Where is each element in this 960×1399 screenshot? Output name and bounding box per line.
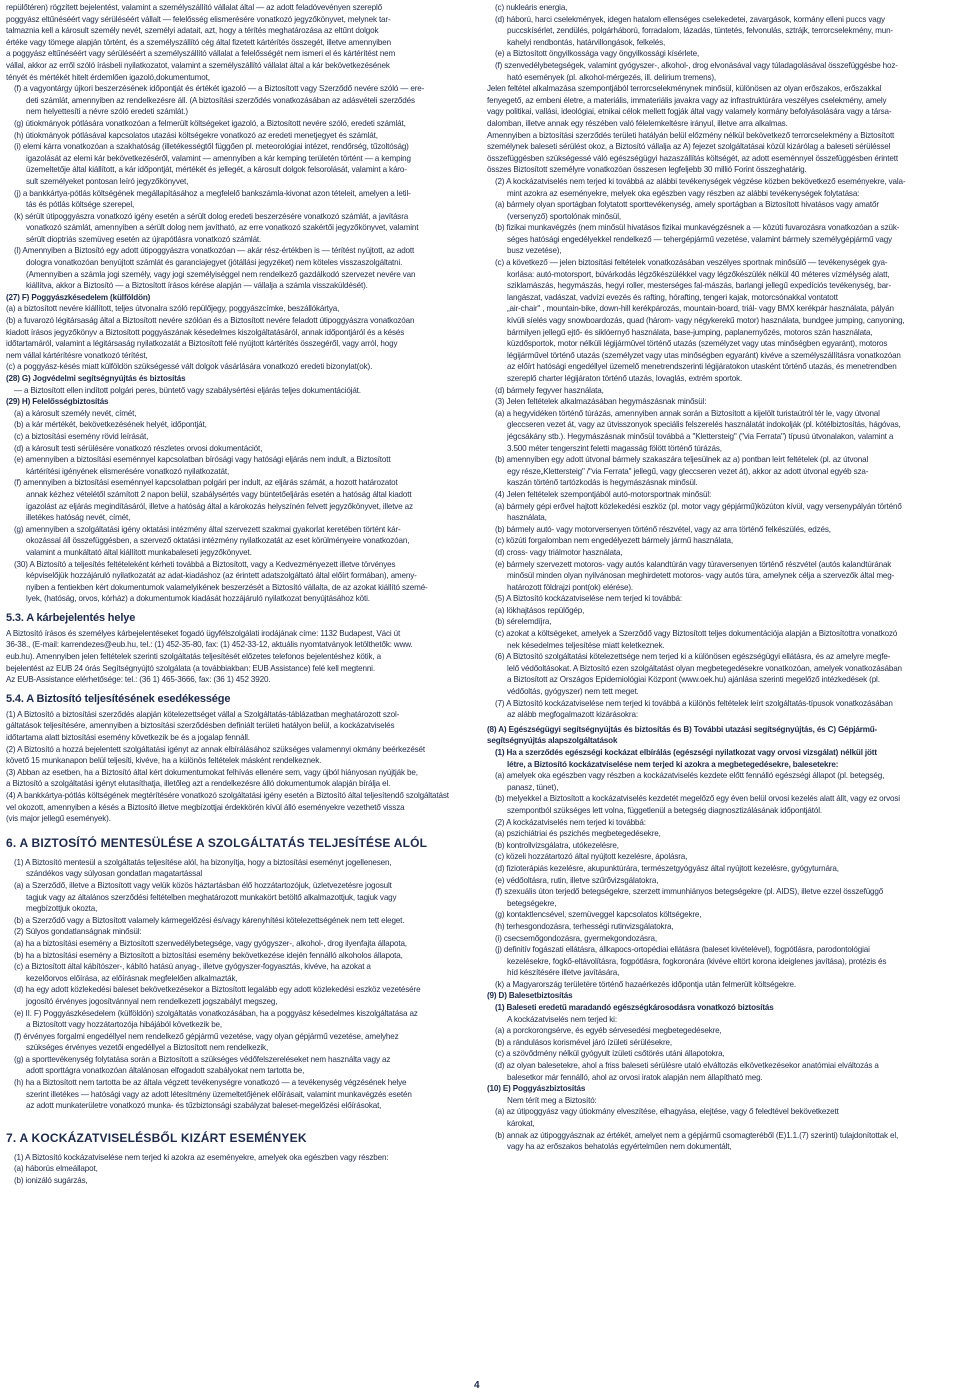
list-line: (a) az útipoggyász vagy útiokmány elveszítése, elhagyása, elejtése, vagy ő feledtével bekövetkezett <box>495 1107 839 1117</box>
list-line: balesetkor már fennálló, ahol az orvosi iratok alapján nem állapítható meg. <box>507 1072 763 1082</box>
list-line: (e) II. F) Poggyászkésedelem (külföldön) szolgáltatás vonatkozásában, ha a poggyász késedelmes kiszolgáltatása az <box>14 1008 418 1018</box>
section-9-title: (9) D) Balesetbiztosítás <box>487 991 573 1001</box>
list-line: szerint illetékes — hatósági vagy az adott létesítmény üzemeltetőjének előírásait, valamint munkavégzés esetén <box>26 1089 412 1099</box>
text-line: A Biztosító írásos és személyes kárbejelentéseket fogadó ügyfélszolgálati irodájának címe: 1132 Budapest, Váci út <box>6 628 401 638</box>
list-line: sérült dioptriás szemüveg esetén az újrapótlásra vonatkozó számlát. <box>26 234 262 244</box>
list-line: 3.500 méter tengerszint feletti magasság fölött történő túrázás, <box>507 443 722 453</box>
list-line: (d) a károsult testi sérülésére vonatkozó részletes orvosi dokumentációt, <box>14 443 263 453</box>
section-8-title-cont: segítségnyújtás alapszolgáltatások <box>487 736 618 746</box>
list-line: küzdősportok, motor nélküli légijármûvel történő utazás (személyzet vagy utas minőségben egyaránt), motoros <box>507 339 888 349</box>
list-line: kiadott írásos jegyzőkönyv a Biztosított poggyászának késedelmes kiszolgáltatásáról, annak időpontjáról és a késés <box>6 327 405 337</box>
list-line: károkat, <box>507 1119 535 1128</box>
list-line: (d) bármely fegyver használata, <box>495 385 604 395</box>
list-line: (c) a Biztosított által kábítószer-, kábító hatású anyag-, illetve gyógyszer-fogyasztás, kivéve, ha azokat a <box>14 962 371 972</box>
left-column <box>6 2 470 1187</box>
text-line: képviselőjük hozzájáruló nyilatkozatát az adat-kiadáshoz (az érintett adatszolgáltató által előírt formában), ameny- <box>26 571 417 581</box>
list-line: a Biztosított az Országos Epidemiológiai Központ (www.oek.hu) ajánlása szerinti megelőző intézkedések (pl. <box>507 675 880 685</box>
list-line: (h) ha a Biztosított nem tartotta be az általa végzett tevékenységre vonatkozó — a tevékenység végzésének helye <box>14 1078 407 1088</box>
list-line: dologra vonatkozóan benyújtott számlát és garanciajegyet (jótállási jegyzéket) nem köteles visszaszolgáltatni. <box>26 258 403 268</box>
list-line: (c) közúti forgalomban nem engedélyezett bármely jármű használata, <box>495 536 733 546</box>
section-5-4-heading: 5.4. A Biztosító teljesítésének esedékessége <box>6 692 231 705</box>
list-line: (d) cross- vagy triálmotor használata, <box>495 547 623 557</box>
list-line: tás és pótlás költsége szerepel, <box>26 200 135 210</box>
section-30-paragraph <box>6 559 470 605</box>
list-line: jogosító érvényes jogosítvánnyal nem rendelkezett jogszabályt megszeg, <box>26 996 278 1006</box>
list-line: (f) a vagyontárgy újkori beszerzésének időpontját és értékét igazoló — a Biztosított vagy Szerződő nevére szóló — ere- <box>14 84 425 94</box>
text-line: nyiben a fentiekben kért dokumentumok valamelyikének beszerzését a Biztosító vállalta, de az azokat kiállító szemé- <box>26 582 428 592</box>
section-29-title: (29) H) Felelősségbiztosítás <box>6 397 109 407</box>
motorsport-section <box>487 489 955 593</box>
text-line: (vis major jellegű események). <box>6 814 111 824</box>
list-line: az alább megfogalmazott kizárásokra: <box>507 710 638 720</box>
text-line: Jelen feltétel alkalmazása szempontjából terrorcselekménynek minősül, különösen az olyan erőszakos, erőszakkal <box>487 84 882 94</box>
list-line: (j) definitív fogászati ellátásra, állkapocs-ortopédiai ellátásra (baleset kivételével), fogpótlásra, parodontológiai <box>495 945 870 955</box>
list-line: mint azokra az eseményekre, melyek oka egészben vagy részben az alábbi tevékenységek folytatása: <box>507 188 860 198</box>
text-line: poggyász eltűnéséért vagy sérüléséért vállalt — felelősség elismerésére vonatkozó jegyzőkönyvet, melynek tar- <box>6 14 391 24</box>
text-line: 36-38., (E-mail: karrendezes@eub.hu, tel.: (1) 452-35-80, fax: (1) 452-33-12, aktuális nyomtatványok letölthetők: www. <box>6 640 413 650</box>
list-line: (k) sérült útipoggyászra vonatkozó igény esetén a sérült dolog eredeti beszerzésére vonatkozó számlát, a javításra <box>14 211 409 221</box>
list-line: kártérítési igényének elismerésére vonatkozó nyilatkozatát, <box>26 466 230 476</box>
list-line: vonatkozó számlát, amennyiben a sérült dolog nem javítható, az erre vonatkozó szakértői jegyzőkönyvet, valamint <box>26 223 419 233</box>
list-line: (c) nukleáris energia, <box>495 3 568 12</box>
section-7-body <box>6 1152 470 1187</box>
list-line: (a) pszichiátriai és pszichés megbetegedésekre, <box>495 829 661 839</box>
list-line: az adott munkaterületre vonatkozó munka- és tűzbiztonsági szabályzat baleset-megelőzési előírásokat, <box>26 1101 382 1111</box>
list-line: sziklamászás, hegymászás, hegyi roller, mesterséges fal-mászás, barlangi jellegű expedíciós tevékenység, bar- <box>507 281 892 291</box>
text-line: (4) A bankkártya-pótlás költségének megtérítésére vonatkozó szolgáltatási igény esetén a Biztosító által teljesítendő szolgáltatást <box>6 791 449 800</box>
list-line: használata, <box>507 513 547 523</box>
list-line: (g) amennyiben a szolgáltatási igény oktatási intézmény által szervezett szakmai gyakorlat keretében történt kár- <box>14 524 401 534</box>
list-line: igazolását az elemi kár bekövetkezéséről, valamint — amennyiben a kár kemping területén történt — a kemping <box>26 153 411 163</box>
text-line: vel okozott, amennyiben a késés a Biztosító illetve megbízottjai érdekkörén kívül álló eseményekre vezethető vissza <box>6 802 405 812</box>
list-line: (f) amennyiben a biztosítási eseménnyel kapcsolatban polgári per indult, az eljárás számát, a hozott határozatot <box>14 478 398 488</box>
list-line: kívüli síelés vagy snowboardozás, quad (három- vagy négykerekű motor) használata, bundgee jumping, canyoning, <box>507 316 905 326</box>
list-line: busz vezetése), <box>507 246 562 256</box>
list-line: (a) háborús elmeállapot, <box>14 1164 98 1174</box>
list-line: (1) A Biztosító mentesül a szolgáltatás teljesítése alól, ha bizonyítja, hogy a biztosítási eseményt jogellenesen, <box>14 857 392 867</box>
text-line: talmaznia kell a károsult személy nevét, személyi adatait, azt, hogy a térítés meghatározása az eltűnt dolgok <box>6 26 379 36</box>
list-line: (f) szenvedélybetegségek, valamint gyógyszer-, alkohol-, drog elvonásával vagy túladagolásával összefüggésbe hoz- <box>495 60 898 70</box>
text-line: bejelentést az EUB 24 órás Segítségnyújtó szolgálata (a továbbiakban: EUB Assistance) felé kell megtenni. <box>6 663 375 673</box>
list-line: védőoltás, gyógyszer) nem tett meget. <box>507 687 639 697</box>
section-8-title: (8) A) Egészségügyi segítségnyújtás és biztosítás és B) További utazási segítségnyújtás, és C) Gépjármű- <box>487 724 878 734</box>
list-line: (i) csecsemőgondozásra, gyermekgondozásra, <box>495 933 657 943</box>
list-line: (c) közeli hozzátartozó által nyújtott kezelésre, ápolásra, <box>495 852 688 862</box>
list-line: (b) fizikai munkavégzés (nem minősül hivatásos fizikai munkavégzésnek a — közúti fuvarozásra vonatkozóan a szük- <box>495 223 900 233</box>
list-line: (7) A Biztosító kockázatviselése nem terjed ki továbbá a különös feltételek leírt szolgáltatás-típusok vonatkozásában <box>495 698 893 708</box>
list-line: (k) a Magyarország területére történő hazaérkezés időpontja után felmerült költségekre. <box>495 979 796 989</box>
list-line: (b) a kár mértékét, bekövetkezésének helyét, időpontját, <box>14 420 207 430</box>
section-7-heading: 7. A KOCKÁZATVISELÉSBŐL KIZÁRT ESEMÉNYEK <box>6 1130 307 1145</box>
text-line: eub.hu). Amennyiben jelen feltételek szerinti szolgáltatás teljesítését előzetes telefonos bejelentéshez kötik, a <box>6 652 381 662</box>
text-line: (30) A Biztosító a teljesítés feltételeként kérheti továbbá a Biztosított, vagy a Kedvezményezett illetve törvényes <box>14 559 396 569</box>
list-line: — a Biztosított ellen indított polgári peres, büntető vagy szabálysértési eljárás teljes dokumentációját. <box>14 385 361 395</box>
list-line: (f) szexuális úton terjedő betegségekre, szerzett immunhiányos betegségekre (pl. AIDS), illetve ezzel összefüggő <box>495 887 884 897</box>
list-line: nem helyettesíti a névre szóló eredeti számlát.) <box>26 107 188 117</box>
list-line: az előírt hatósági engedéllyel üzemelő menetrendszerinti légijáratokon utasként történő utazás, és menetrendben <box>507 362 897 372</box>
list-line: (h) terhesgondozásra, terhességi rutinvizsgálatokra, <box>495 921 674 931</box>
list-line: (2) A kockázatviselés nem terjed ki továbbá: <box>495 817 646 827</box>
list-line: időtartamáról, valamint a légitársaság nyilatkozatát a Biztosított felé nyújtott kártérítés összegéről, vagy arról, hogy <box>6 339 398 349</box>
list-line: (b) amennyiben egy adott útvonal bármely szakaszára teljesülnek az a) pontban leírt feltételek (pl. az útvonal <box>495 455 869 465</box>
list-line: A kockázatviselés nem terjed ki: <box>507 1014 617 1024</box>
list-line: okozással áll összefüggésben, a szervező oktatási intézmény nyilatkozatát az eset körülményeire vonatkozóan, <box>26 536 410 546</box>
list-line: megbízottjuk okozta, <box>26 904 98 914</box>
list-line: (b) annak az útipoggyásznak az értékét, amelyet nem a gépjármű csomagteréből (E)1.1.(7) szerinti) tulajdonítottak el, <box>495 1130 899 1140</box>
list-line: annak kézhez vételétől számított 2 napon belül, szabálysértés vagy büntetőeljárás esetén a hatóság által kiadott <box>26 489 412 499</box>
section-10-title: (10) E) Poggyászbiztosítás <box>487 1084 586 1094</box>
list-line: (c) a szövődmény nélkül gyógyult ízületi csőtörés utáni állapotokra, <box>495 1049 725 1059</box>
list-line: (b) a fuvarozó légitársaság által a Biztosított nevére szólóan és a Biztosított nevére feladott útipoggyászra vonatkozóan <box>6 316 415 326</box>
list-line: illetékes hatóság nevét, címét, <box>26 513 131 523</box>
list-line: (f) érvényes forgalmi engedéllyel nem rendelkező gépjármű vezetése, vagy olyan gépjármű vezetése, amelyhez <box>14 1031 399 1041</box>
text-line: (1) A Biztosító a biztosítási szerződés alapján kötelezettséget vállal a Szolgáltatás-táblázatban meghatározott szol- <box>6 709 400 719</box>
text-line: összes Biztosított személyre vonatkozóan összesen legfeljebb 30 millió Forint összeghatárig. <box>487 165 807 175</box>
list-line: „air-chair" , mountain-bike, down-hill kerékpározás, mountain-board, triál- vagy BMX kerékpár használata, pályán <box>507 304 894 314</box>
list-line: (d) ha egy adott közlekedési baleset bekövetkezésekor a Biztosított legalább egy adott közlekedési eszköz vezetésére <box>14 985 421 995</box>
list-line: (c) a biztosítási esemény rövid leírását, <box>14 431 149 441</box>
list-line: (e) amennyiben a biztosítási eseménnyel kapcsolatban bírósági vagy hatósági eljárás nem indult, a Biztosított <box>14 455 391 465</box>
list-line: (b) ha a biztosítási esemény a Biztosított a biztosítási esemény bekövetkezése idején fennálló alkoholos állapota, <box>14 950 403 960</box>
list-line: szempontból szükséges lett volna, függetlenül a betegség diagnosztizálásának időpontjától. <box>507 805 822 815</box>
list-line: (b) sérelemdíjra, <box>495 617 552 627</box>
section-27-list <box>6 303 470 373</box>
list-line: langászat, vadászat, vadvízi evezés és rafting, hórafting, tengeri kajak, motorcsónakkal vontatott <box>507 292 838 302</box>
text-line: a poggyász eltűnéséért vagy sérüléséért a személyszállító vállalat a felelősségét nem ismeri el és kártérítést nem <box>6 49 396 59</box>
list-line: (g) a sporttevékenység folytatása során a Biztosított a szükséges védőfelszereléseket nem használta vagy az <box>14 1054 391 1064</box>
section-10-body <box>487 1095 955 1153</box>
intro-paragraph <box>6 2 470 83</box>
list-line: (a) lökhajtásos repülőgép, <box>495 605 585 615</box>
list-line: séges hatósági engedélyekkel rendelkező — tehergépjármű vezetése, valamint bármely személygépjármű vagy <box>507 234 892 244</box>
list-line: kaszán történő tartózkodás is hegymászásnak minősül. <box>507 478 698 488</box>
text-line: dalomban, illetve annak egy részében való félelemkeltésre irányul, illetve arra alkalmas. <box>487 118 788 128</box>
list-line: (a) a hegyvidéken történő túrázás, amennyiben annak során a Biztosított a kijelölt turistaútról tér le, vagy útvonal <box>495 408 880 418</box>
section-29-list <box>6 408 470 559</box>
list-line: tagjuk vagy az általános szerződési feltételben meghatározott munkakört betöltő alkalmazottjuk, tagjuk vagy <box>26 892 397 902</box>
list-line: (l) Amennyiben a Biztosító egy adott útipoggyászra vonatkozóan — akár rész-értékben is — térítést nyújtott, az adott <box>14 246 415 256</box>
list-line: minősül minden olyan nyilvánosan meghirdetett motoros- vagy autós túra, amelynek célja a szervezők által meg- <box>507 571 895 581</box>
further-exclusions-section <box>487 593 955 721</box>
text-line: Amennyiben a biztosítási szerződés területi hatályán belül előzmény nélkül bekövetkező terrorcselekmény a Biztosított <box>487 130 895 140</box>
list-line: üzemeltetője által kiállított, a kár időpontját, mértékét és jellegét, a károsult dolgok felsorolását, valamint a káro- <box>26 165 407 175</box>
list-line: (g) útiokmányok pótlására vonatkozóan a felmerült költségeket igazoló, a Biztosított nevére szóló, eredeti számlát, <box>14 118 406 128</box>
text-line: lyek, (hatóság, orvos, kórház) a dokumentumok kiadását hozzájáruló nyilatkozat benyújtásához köti. <box>26 594 370 604</box>
list-line: (1) A Biztosító kockázatviselése nem terjed ki azokra az eseményekre, amelyek oka egészben vagy részben: <box>14 1152 389 1162</box>
list-line: (a) bármely gépi erővel hajtott közlekedési eszköz (pl. motor vagy gépjármű)közúton kívül, vagy versenypályán történő <box>495 501 902 511</box>
list-line: létre, a Biztosító kockázatviselése nem terjed ki azokra a megbetegedésekre, balesetekre: <box>507 759 839 769</box>
list-line: jégcsákány stb.). Hegymászásnak minősül továbbá a "Klettersteig" ("via Ferrata") típusú útvonalakon, valamint a <box>507 431 894 441</box>
list-line: (b) bármely autó- vagy motorversenyen történő részvétel, vagy az arra történő felkészülés, edzés, <box>495 524 831 534</box>
list-line: kezelésekre, fogkő-eltávolításra, fogpótlásra, fogkoronára (kivéve eltört korona ideiglenes javítása), protézis és <box>507 956 887 966</box>
list-line: (j) a bankkártya-pótlás költségének megállapításához a megfelelő bankszámla-kivonat azon tételeit, amelyen a letil- <box>14 188 411 198</box>
text-line: időtartama alatt biztosítási esemény következik be és a jogalap fennáll. <box>6 733 250 743</box>
list-line: (versenyző) sportolónak minősül, <box>507 211 621 221</box>
text-line: személynek baleseti sérülést okoz, a Biztosító vállalja az A) fejezet szolgáltatásai közül kizárólag a baleseti sérüléssel <box>487 142 891 152</box>
list-line: (2) A kockázatviselés nem terjed ki továbbá az alábbi tevékenységek végzése közben bekövetkező eseményekre, vala- <box>495 176 906 186</box>
list-line: (d) háború, harci cselekmények, idegen hatalom ellenséges cselekedetei, zavargások, kormány elleni puccs vagy <box>495 14 885 24</box>
list-line: (i) elemi kárra vonatkozóan a szakhatóság (illetékességtől függően pl. meteorológiai intézet, rendőrség, tűzoltóság) <box>14 142 409 152</box>
list-line: egy része„Klettersteig" /"via Ferrata" jellegű, vagy gleccseren vezet át), akkor az adott útvonal egyéb sza- <box>507 466 869 476</box>
list-line: (4) Jelen feltételek szempontjából autó-motorsportnak minősül: <box>495 489 712 499</box>
text-line: a Biztosító a szolgáltatási igényt elutasíthatja, illetőleg azt a rendelkezésre álló dokumentumok alapján bírálja el. <box>6 779 391 789</box>
exclusion-activities-section <box>487 176 955 396</box>
list-line: kezelőorvos előírása, az előírásnak megfelelően alkalmazták, <box>26 973 238 983</box>
list-line: a Biztosított vagy hozzátartozója hibájából következik be, <box>26 1020 223 1030</box>
list-line: (b) melyekkel a Biztosított a kockázatviselés kezdetét megelőző egy éven belül orvosi kezelés alatt állt, vagy ez orvosi <box>495 794 900 804</box>
list-line: lelő védőoltásokat. A Biztosító ezen szolgáltatást olyan megbetegedésekre vonatkozóan, amelyek vonatkozásában <box>507 663 902 673</box>
list-line: deti számlát, amennyiben az rendelkezésre áll. (A biztosítási szerződés vonatkozásában az adásvételi szerződés <box>26 95 415 105</box>
list-line: igazolást az eljárás megindításáról, illetve a hatóság által a károkozás helyszínén felvett jegyzőkönyvet, illetve az <box>26 501 413 511</box>
list-line: (Amennyiben a számla jogi személy, vagy jogi személyiséggel nem rendelkező gazdálkodó szervezet nevére van <box>26 269 416 279</box>
section-28-list <box>6 385 470 397</box>
list-line: korlása: autó-motorsport, búvárkodás légzőkészülékkel vagy légzőkészülék nélkül 40 méteres vízmélység alatt, <box>507 269 890 279</box>
text-line: összefüggésben szükségessé váló egészségügyi hazaszállítás költségét, az adott eseménnyel összefüggésben érintett <box>487 153 898 163</box>
text-line: fenyegető, az embeni életre, a materiális, immateriális javakra vagy az infrastruktúrára veszélyes cselekmény, amely <box>487 95 887 105</box>
page-number: 4 <box>474 1380 480 1391</box>
section-5-3-body <box>6 628 470 686</box>
text-line: (3) Abban az esetben, ha a Biztosító által kért dokumentumokat felhívás ellenére sem, vagy újból hiányosan nyújtják be, <box>6 767 418 777</box>
list-line: panasz, tünet), <box>507 782 559 792</box>
list-line: gleccseren vezet át, vagy az útvisszonyok speciális felszerelés használatát indokolják (pl. kötélbiztosítás, hágóvas, <box>507 420 901 430</box>
text-line: tényét és mértékét hitelt érdemlően igazoló,dokumentumot, <box>6 72 210 82</box>
list-line: nek késedelmes teljesítése miatt keletkeznek. <box>507 640 665 650</box>
section-6-body <box>6 857 470 1112</box>
section-5-4-body <box>6 709 470 825</box>
list-line: (a) bármely olyan sportágban folytatott sporttevékenység, amely sportágban a Biztosított hivatásos vagy amatőr <box>495 200 879 210</box>
list-line: (c) a poggyász-késés miatt külföldön szükségessé vált dolgok vásárlására vonatkozó eredeti bizonylat(ok). <box>6 362 373 372</box>
list-line: (c) azokat a költségeket, amelyek a Szerződő vagy Biztosított teljes dokumentációja alapján a Biztosítottra vonatkozó <box>495 629 898 639</box>
list-line: (a) a károsult személy nevét, címét, <box>14 408 137 418</box>
section-5-3-heading: 5.3. A kárbejelentés helye <box>6 611 136 624</box>
list-line: (e) bármely szervezett motoros- vagy autós kalandtúrán vagy túraversenyen történő részvétel (autós kalandtúrának <box>495 559 892 569</box>
list-line: (1) Baleseti eredetű maradandó egészségkárosodásra vonatkozó biztosítás <box>495 1003 774 1013</box>
list-line: (6) A Biztosító szolgáltatási kötelezettsége nem terjed ki a különösen egészségügyi ellátásra, és az amelyre megfe- <box>495 652 891 662</box>
list-line: (5) A Biztosító kockázatviselése nem terjed ki továbbá: <box>495 594 682 604</box>
list-line: (c) a következő — jelen biztosítási feltételek vonatkozásában veszélyes sportnak minősülő — tevékenységek gya- <box>495 258 888 268</box>
list-line: betegségekre, <box>507 898 557 908</box>
list-line: (d) fizioterápiás kezelésre, akupunktúrára, természetgyógyász által nyújtott kezelésre, gyógyturnára, <box>495 863 839 873</box>
list-line: vagy ha az erőszakos behatolás egyértelműen nem dokumentált, <box>507 1142 732 1152</box>
list-line: sult személyeket pontosan leíró jegyzőkönyvet, <box>26 176 189 186</box>
list-line: Nem térít meg a Biztosító: <box>507 1095 597 1105</box>
list-line: bármilyen jellegű ejtő- és siklóernyő használata, base-jumping, paplanernyőzés, motoros szán használata, <box>507 327 873 337</box>
list-line: puccskísérlet, zendülés, polgárháború, forradalom, lázadás, tüntetés, felvonulás, sztrájk, terrorcselekmény, mun- <box>507 26 893 36</box>
exclusions-list-continued <box>487 2 955 83</box>
list-line: (a) ha a biztosítási esemény a Biztosított szenvedélybetegsége, vagy gyógyszer-, alkohol-, drog ilyenfajta állapota, <box>14 938 407 948</box>
list-line: (2) Súlyos gondatlanságnak minősül: <box>14 927 142 937</box>
list-line: (e) védőoltásra, rutin, illetve szűrővizsgálatokra, <box>495 875 659 885</box>
list-line: (1) Ha a szerződés egészségi kockázat elbírálás (egészségi nyilatkozat vagy orvosi vizsgálat) nélkül jött <box>495 748 877 757</box>
list-line: légijárművel történő utazás (személyzet vagy utas minőségben egyaránt) kivéve a személyszállításra vonatkozóan <box>507 350 901 360</box>
list-line: (a) amelyek oka egészben vagy részben a kockázatviselés kezdete előtt fennálló egészségi állapot (pl. betegség, <box>495 771 885 781</box>
list-line: (d) az olyan balesetekre, ahol a friss baleseti sérülésre utaló elváltozás elkövetkezésekor anatómiai elváltozás a <box>495 1061 879 1071</box>
list-line: határozott földrajzi pont(ok) elérése). <box>507 582 633 592</box>
text-line: vállal, akkor az erről szóló írásbeli nyilatkozatot, valamint a személyszállító vállalat által a kár bekövetkezésének <box>6 60 390 70</box>
list-line: (e) a Biztosított öngyilkossága vagy öngyilkossági kísérlete, <box>495 49 700 59</box>
list-line: (b) a Szerződő vagy a Biztosított valamely kármegelőzési és/vagy kárenyhítési kötelezettségének nem tett eleget. <box>14 915 405 925</box>
list-line: nem vállal kártérítésre vonatkozó térítést, <box>6 350 148 360</box>
text-line: értéke vagy tömege alapján történt, és a személyszállító cég által fizetett kártérítés összegét, illetve amennyiben <box>6 37 391 47</box>
right-column <box>487 2 955 1153</box>
text-line: követő 15 munkanapon belül teljesíti, kivéve, ha a különös feltételek másként rendelkeznek. <box>6 756 322 766</box>
list-line: (3) Jelen feltételek alkalmazásában hegymászásnak minősül: <box>495 397 707 407</box>
list-line: (b) ionizáló sugárzás, <box>14 1176 88 1186</box>
text-line: vagy politikai, vallási, ideológiai, etnikai célok mellett fogják által vagy valamely kormány befolyásolására vagy a társa- <box>487 107 892 117</box>
section-9-body <box>487 1002 955 1083</box>
section-28-title: (28) G) Jogvédelmi segítségnyújtás és biztosítás <box>6 374 186 383</box>
list-line: (a) a porckorongsérve, és egyéb sérvesedési megbetegedésekre, <box>495 1026 722 1036</box>
list-line: adott sporttágra vonatkozóan általánosan elfogadott szabályokat nem tartotta be, <box>26 1066 305 1076</box>
list-line: valamint a munkáltató által kiállított munkabaleseti jegyzőkönyvet. <box>26 547 252 557</box>
list-line: (a) a Szerződő, illetve a Biztosított vagy velük közös háztartásban élő hozzátartozójuk, üzletvezetésre jogosult <box>14 880 392 890</box>
list-line: (g) kontaktlencsével, szemüveggel kapcsolatos költségekre, <box>495 910 702 920</box>
text-line: (2) A Biztosító a hozzá bejelentett szolgáltatási igényt az annak elbírálásához szükséges valamennyi okmány beérkezését <box>6 744 426 754</box>
mountaineering-section <box>487 396 955 489</box>
section-8-body <box>487 747 955 990</box>
list-line: szükséges érvényes vezetői engedéllyel a Biztosított nem rendelkezik, <box>26 1043 269 1053</box>
list-line: szándékos vagy súlyosan gondatlan magatartással <box>26 869 203 879</box>
text-line: gáltatások teljesítésére, amennyiben a biztosítási szerződésben definiált területi hatályon belül, a kockázatviselés <box>6 721 395 731</box>
list-line: (b) kontrollvizsgálatra, utókezelésre, <box>495 840 619 850</box>
list-line: (a) a biztosított nevére kiállított, teljes útvonalra szóló repülőjegy, poggyászcímke, beszállókártya, <box>6 304 340 314</box>
list-line: (b) a rándulásos korismével járó ízületi sérülésekre, <box>495 1037 672 1047</box>
text-line: repülőtéren) rögzített bejelentést, valamint a személyszállító vállalat által — az adott feladóvevényen szereplő <box>6 3 382 12</box>
text-line: Az EUB-Assistance elérhetősége: tel.: (36 1) 465-3666, fax: (36 1) 452 3920. <box>6 675 271 685</box>
list-line: szereplő charter légijáraton történő utazás, lovaglás, extrém sportok. <box>507 374 743 383</box>
section-6-heading: 6. A BIZTOSÍTÓ MENTESÜLÉSE A SZOLGÁLTATÁS TELJESÍTÉSE ALÓL <box>6 835 428 850</box>
list-line: híd készítésére illetve javítására, <box>507 968 620 978</box>
list-line: kahelyi rendbontás, határvillongások, felkelés, <box>507 37 666 47</box>
section-27-title: (27) F) Poggyászkésedelem (külföldön) <box>6 292 151 302</box>
terrorism-paragraph <box>487 83 955 176</box>
claim-documents-list <box>6 83 470 292</box>
list-line: (h) útiokmányok pótlásával kapcsolatos utazási költségekre vonatkozó az eredeti menetjegyet és számlát, <box>14 130 378 140</box>
list-line: ható események (pl. alkohol-mérgezés, ill. delirium tremens), <box>507 72 717 82</box>
list-line: kiállítva, akkor a Biztosító — a Biztosított írásos kérése alapján — vállalja a számla visszaküldését). <box>26 281 368 291</box>
